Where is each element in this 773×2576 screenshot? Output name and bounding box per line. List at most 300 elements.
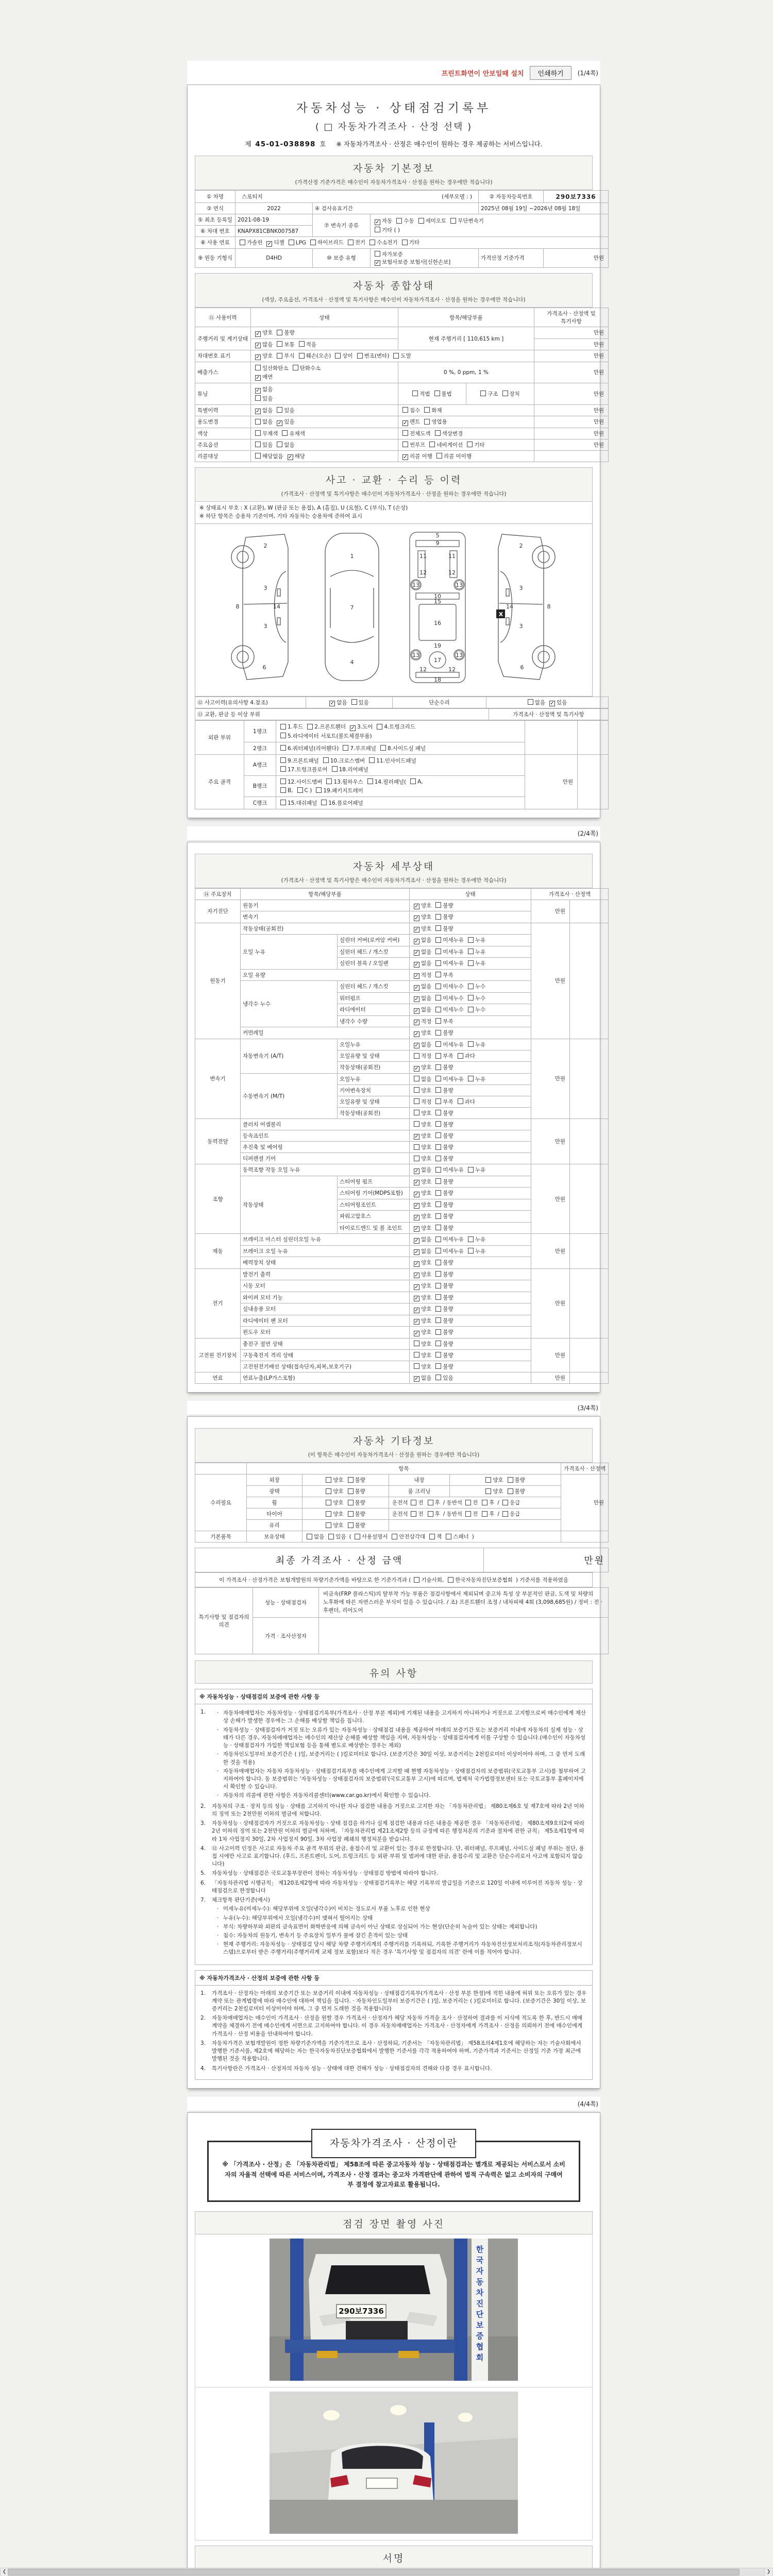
checkbox-option: 침수: [402, 406, 420, 414]
checkbox: [485, 1488, 491, 1494]
section-basic-sub: (가격산정 기준가격은 매수인이 자동차가격조사 · 산정을 원하는 경우에만 적습니다): [295, 179, 493, 185]
checkbox-option: 불량: [435, 1143, 453, 1151]
checkbox: [402, 240, 408, 245]
table-cell: 만원: [534, 439, 609, 450]
option-text: / 동반석: [443, 1500, 463, 1506]
checkbox-option: 9.프론트패널: [280, 757, 319, 765]
checkbox-option: 훼손(오손): [299, 352, 331, 360]
checkbox: [435, 1190, 441, 1196]
diagram-part-number: 12: [419, 569, 427, 576]
table-cell: 가격조사 · 산정액 및 특기사항: [534, 308, 609, 327]
table-cell: [410, 981, 531, 993]
table-cell: [251, 450, 398, 462]
checkbox: [255, 419, 261, 425]
checkbox-option: 불량: [435, 1029, 453, 1037]
checkbox-option: 불량: [435, 1201, 453, 1209]
checkbox: [435, 1087, 441, 1093]
checkbox-option: ✓ 있음: [277, 419, 295, 426]
checkbox-option: B,: [280, 787, 293, 794]
table-cell: [306, 697, 393, 708]
horizontal-scrollbar[interactable]: [0, 2568, 773, 2576]
caution-notices: [195, 1689, 593, 2080]
checkbox: [434, 391, 440, 396]
checkbox-option: 부족: [435, 1018, 453, 1025]
checkbox: [414, 1577, 419, 1583]
notice-item: 3. 자동차가격은 보험개발원이 정한 차량기준가액을 기준가격으로 조사 · 산정하되, 기준서는 「자동차관리법」 제58조의4제1호에 해당하는 자는 기술사회에서 발행한 기준서를, 제2호에 해당하는 자는 한국자동차진단보증협회에서 발행한 기준서를 각각 적용하여야 하며, 기준가격과 기준서는 산정일 기준 가장 최근에 발행된 것을 적용합니다.: [200, 2040, 581, 2062]
table-cell: 2022: [236, 203, 313, 214]
page-indicator-4: (4/4쪽): [577, 2100, 598, 2108]
panel-rank-table: [195, 720, 609, 809]
checkbox: [289, 240, 294, 245]
checkbox-option: 불량: [435, 1121, 453, 1128]
checkbox: ✓: [414, 915, 419, 921]
checkbox: [414, 1087, 419, 1093]
notice-item: 2. 자동차의 구조 · 장치 등의 성능 · 상태를 고지하지 아니한 자나 점검한 내용을 거짓으로 고지한 자는 「자동차관리법」 제80조제6호 및 제7호에 따라 2년 이하의 징역 또는 2천만원 이하의 벌금에 처합니다.: [200, 1803, 584, 1817]
notice-bullet: · 현재 주행거리: 자동차성능 · 상태점검 당시 해당 차량 주행거리계의 주행거리를 기록하되, 기록한 주행거리가 자동차전산정보처리조직(자동차관리정보시스템)으로부터 받은 주행거리(주행거리계 교체 정보 포함)보다 적은 경우 '특기사항 및 점검자의 의견' 란에 이를 적어야 합니다.: [217, 1941, 582, 1956]
section-overall-title: 자동차 종합상태: [352, 280, 435, 292]
table-cell: 만원: [531, 1118, 570, 1164]
checkbox: [468, 948, 474, 954]
table-cell: [410, 1130, 531, 1142]
table-cell: [251, 350, 534, 362]
checkbox: ✓: [414, 1191, 419, 1197]
option-text: /: [497, 1500, 499, 1506]
table-cell: [410, 1027, 531, 1039]
table-cell: 만원: [561, 1475, 609, 1531]
table-cell: 만원: [531, 1164, 570, 1234]
table-cell: 충전구 절연 상태: [241, 1338, 410, 1349]
checkbox: [502, 1511, 508, 1517]
checkbox-option: 스패너: [446, 1533, 468, 1540]
checkbox: [468, 1236, 474, 1242]
checkbox: [326, 1500, 331, 1505]
table-cell: 만원: [534, 404, 609, 416]
table-cell: A랭크: [244, 754, 276, 775]
checkbox: [435, 1341, 441, 1346]
table-row: [195, 721, 609, 742]
option-text: ) 기준서를 적용하였음: [515, 1577, 568, 1583]
table-row: [195, 327, 609, 339]
checkbox-option: 불량: [435, 1282, 453, 1290]
checkbox: [348, 1511, 354, 1517]
page-indicator-2: (2/4쪽): [577, 829, 598, 837]
checkbox-option: 8.사이드실 패널: [380, 744, 426, 752]
checkbox-option: 구조: [480, 390, 498, 398]
checkbox-option: 양호: [485, 1487, 503, 1495]
checkbox-option: 15.대쉬패널: [280, 799, 317, 807]
svg-text:동: 동: [476, 2277, 484, 2287]
opinion-row-label: 특기사항 및 점검자의 의견: [195, 1588, 253, 1654]
scroll-right-arrow[interactable]: ❯: [764, 2568, 773, 2576]
checkbox: [468, 1007, 474, 1012]
checkbox-option: 불량: [435, 1363, 453, 1370]
checkbox: [435, 1167, 441, 1173]
checkbox-option: 양호: [414, 1087, 431, 1094]
checkbox: [380, 745, 386, 751]
table-cell: [389, 1497, 561, 1509]
table-cell: 원동기: [241, 900, 410, 911]
checkbox-option: 양호: [326, 1499, 343, 1506]
table-cell: [410, 1073, 531, 1084]
table-row: [195, 697, 609, 708]
checkbox: ✓: [414, 1043, 419, 1048]
checkbox-option: 불법: [434, 390, 452, 398]
table-cell: 기본품목: [195, 1531, 247, 1543]
checkbox: [468, 1041, 474, 1047]
checkbox-option: 12.사이드멤버: [280, 778, 322, 786]
checkbox: ✓: [414, 996, 419, 1002]
checkbox: [435, 1144, 441, 1150]
checkbox-option: 전기: [348, 239, 365, 246]
detail-state-table: [195, 888, 609, 1384]
table-cell: [578, 721, 609, 755]
table-cell: 오일누유: [338, 1039, 410, 1050]
table-row: [195, 1486, 609, 1497]
table-cell: 용도변경: [195, 416, 251, 428]
checkbox-option: ✓ 없음: [414, 937, 432, 944]
accident-history-row: [195, 697, 609, 709]
appraiser-opinion-text: [319, 1618, 609, 1654]
doc-number: 45-01-038898: [255, 140, 316, 148]
checkbox: [468, 937, 474, 943]
table-cell: [561, 1531, 609, 1543]
checkbox: [375, 251, 380, 257]
checkbox-option: 불량: [508, 1476, 525, 1484]
checkbox: ✓: [414, 1376, 419, 1382]
checkbox-option: ✓ 없음: [414, 960, 432, 968]
final-price-label: 최종 가격조사 · 산정 금액: [195, 1548, 484, 1572]
checkbox-option: ✓ 없음: [414, 1007, 432, 1014]
table-cell: [410, 1015, 531, 1027]
table-row: [195, 350, 609, 362]
checkbox: [435, 984, 441, 989]
checkbox: ✓: [375, 260, 380, 266]
checkbox: ✓: [414, 1203, 419, 1209]
checkbox-option: 미세누유: [435, 936, 464, 944]
table-cell: 고전원전기배선 상태(접속단자,피복,보호기구): [241, 1361, 410, 1372]
checkbox: [435, 1007, 441, 1012]
photo-front-svg: [270, 2239, 518, 2381]
checkbox: ✓: [375, 219, 380, 225]
checkbox: [297, 787, 303, 793]
checkbox-option: 불량: [435, 1305, 453, 1313]
checkbox-option: 있음: [351, 699, 369, 706]
install-notice-link[interactable]: 프린트화면이 안보일때 설치: [441, 70, 524, 78]
table-cell: 실린더 블록 / 오일팬: [338, 958, 410, 970]
table-cell: [410, 1096, 531, 1107]
table-cell: [251, 416, 398, 428]
checkbox: [255, 365, 261, 370]
table-cell: 스티어링조인트: [338, 1199, 410, 1211]
checkbox: ✓: [414, 1180, 419, 1185]
checkbox-option: 미세누유: [435, 1247, 464, 1255]
table-cell: [410, 1084, 531, 1096]
checkbox: ✓: [414, 950, 419, 956]
checkbox: [414, 1341, 419, 1346]
accident-note-1: ※ 상태표시 부호 : X (교환), W (판금 또는 용접), A (흠집), U (요철), C (부식), T (손상): [199, 505, 408, 511]
notice-item: 1. · 자동차매매업자는 자동차성능 · 상태점검기록부(가격조사 · 산정 부분 제외)에 기재된 내용을 고지하지 아니하거나 거짓으로 고지함으로써 매수인에게 재산상 손해가 발생한 경우에는 그 손해를 배상할 책임을 집니다. · 자동차성능 · 상태점검자가 거짓 또는 오류가 있는 자동차성능 · 상태점검 내용을 제공하여 아래의 보증기간 또는 보증거리 이내에 자동차의 실제 성능 · 상태가 다른 경우, 자동차매매업자는 매수인의 재산상 손해를 배상할 책임을 지며, 자동차성능 · 상태점검자에게 이를 구상할 수 있습니다.(매수인이 자동차성능 · 상태점검자가 가입한 책임보험 등을 통해 별도로 배상받는 경우는 제외) · 자동차인도일부터 보증기간은 ( )일, 보증거리는 ( )킬로미터로 합니다. (보증기간은 30일 이상, 보증거리는 2천킬로미터 이상이어야 하며, 그 중 먼저 도래한 것을 적용) · 자동차매매업자는 자동차 자동차성능 · 상태점검기록부를 매수인에게 고지할 때 현행 자동차성능 · 상태점검자의 보증범위(국토교통부 고시)를 첨부하여 고지하여야 합니다. 동 보증범위는 '자동차성능 · 상태점검자의 보증범위'(국토교통부 고시)에 따르며, 법제처 국가법령정보센터 또는 국토교통부 홈페이지에서 확인할 수 있습니다. · 자동차의 리콜에 관한 사항은 자동차리콜센터(www.car.go.kr)에서 확인할 수 있습니다.: [200, 1708, 587, 1801]
checkbox: [435, 948, 441, 954]
table-cell: 만원: [544, 248, 609, 268]
table-cell: 0 %, 0 ppm, 1 %: [398, 362, 534, 383]
checkbox-option: 후: [482, 1510, 494, 1518]
option-text: ): [472, 1534, 474, 1540]
checkbox-option: 불량: [435, 1328, 453, 1336]
checkbox: [446, 1534, 451, 1539]
table-cell: 만원: [531, 923, 570, 1039]
section-detail-sub: (가격조사 · 산정액 및 특기사항은 매수인이 자동차가격조사 · 산정을 원하는 경우에만 적습니다): [281, 877, 507, 884]
table-cell: 타이로드엔드 및 볼 조인트: [338, 1222, 410, 1234]
table-row: [195, 439, 609, 450]
checkbox-option: 있음: [435, 1374, 453, 1382]
table-cell: 기어변속장치: [338, 1084, 410, 1096]
notice-bullet: · 부식: 차량하부와 외판의 금속표면이 화학반응에 의해 금속이 아닌 상태로 상실되어 가는 현상(단순히 녹슬어 있는 상태는 제외합니다): [217, 1923, 537, 1930]
diagram-part-number: 15: [434, 598, 441, 605]
checkbox: [277, 330, 282, 335]
checkbox-option: C ): [297, 787, 312, 794]
checkbox: [280, 733, 286, 738]
checkbox-option: 누수: [468, 982, 485, 990]
table-cell: [410, 992, 531, 1004]
table-cell: 가격조사 · 산정액: [561, 1463, 609, 1475]
table-cell: 오일 유량: [241, 969, 410, 981]
table-cell: [251, 362, 398, 383]
checkbox-option: ✓ 적정: [414, 1018, 432, 1025]
table-row: [195, 1164, 609, 1176]
basic-info-table: [195, 190, 609, 268]
option-text: / 동반석: [443, 1511, 463, 1517]
checkbox: ✓: [414, 1296, 419, 1301]
checkbox-option: 일산화탄소: [255, 364, 289, 372]
checkbox-option: 장치: [502, 390, 520, 398]
notice-bullet: · 자동차매매업자는 자동차 자동차성능 · 상태점검기록부를 매수인에게 고지할 때 현행 자동차성능 · 상태점검자의 보증범위(국토교통부 고시)를 첨부하여 고지하여야 합니다. 동 보증범위는 '자동차성능 · 상태점검자의 보증범위'(국토교통부 고시)에 따르며, 법제처 국가법령정보센터 또는 국토교통부 홈페이지에서 확인할 수 있습니다.: [217, 1768, 586, 1790]
checkbox: ✓: [414, 985, 419, 991]
checkbox-option: 불량: [348, 1499, 365, 1506]
diagram-part-number: 13: [456, 581, 463, 588]
table-row: [195, 923, 609, 935]
checkbox: [435, 925, 441, 931]
diagram-part-number: 14: [506, 603, 513, 610]
checkbox-option: 불량: [435, 1155, 453, 1162]
table-cell: 라디에이터: [338, 1004, 410, 1016]
table-cell: [303, 1486, 389, 1497]
table-row: [195, 1234, 609, 1246]
diagram-part-number: 7: [350, 604, 354, 611]
checkbox: [468, 960, 474, 966]
checkbox-option: 누유: [468, 959, 485, 967]
table-cell: 오일누유: [338, 1073, 410, 1084]
checkbox-option: 세미오토: [418, 217, 447, 225]
checkbox-option: 기술사회,: [414, 1576, 444, 1584]
checkbox-option: 불량: [435, 1109, 453, 1117]
notice-item: 7. 체크항목 판단기준(예시) · 미세누유(미세누수): 해당부위에 오일(냉각수)이 비치는 정도로서 부품 노후로 인한 현상 · 누유(누수): 해당부위에서 오일(냉각수)이 맺혀서 떨어지는 상태 · 부식: 차량하부와 외판의 금속표면이 화학반응에 의해 금속이 아닌 상태로 상실되어 가는 현상(단순히 녹슬어 있는 상태는 제외합니다) · 침수: 자동차의 원동기, 변속기 등 주요장치 일부가 물에 잠긴 흔적이 있는 상태 · 현재 주행거리: 자동차성능 · 상태점검 당시 해당 차량 주행거리계의 주행거리를 기록하되, 기록한 주행거리가 자동차전산정보처리조직(자동차관리정보시스템)으로부터 받은 주행거리(주행거리계 교체 정보 포함)보다 적은 경우 '특기사항 및 점검자의 의견' 란에 이를 적어야 합니다.: [200, 1896, 587, 1958]
checkbox: ✓: [256, 387, 260, 394]
table-cell: [303, 1497, 389, 1509]
checkbox: [277, 442, 282, 447]
table-cell: 현재 주행거리 [ 110,615 km ]: [398, 327, 534, 350]
checkbox-option: 전: [465, 1510, 478, 1518]
svg-text:회: 회: [476, 2353, 484, 2363]
checkbox-option: 후: [428, 1499, 440, 1506]
section-sign-header: [195, 2546, 593, 2569]
table-cell: [570, 1039, 609, 1118]
table-cell: [525, 721, 578, 755]
table-cell: 만원: [531, 1234, 570, 1269]
page-1: [187, 84, 604, 818]
checkbox: [255, 395, 261, 401]
checkbox-option: 16.플로어패널: [321, 799, 363, 807]
checkbox: [326, 1477, 331, 1483]
table-cell: 만원: [531, 1338, 570, 1372]
checkbox-option: ✓ 많음: [256, 341, 273, 348]
checkbox-option: 해당없음: [255, 452, 283, 460]
checkbox-option: 불량: [435, 1224, 453, 1232]
checkbox: [467, 442, 473, 447]
checkbox: [435, 937, 441, 943]
table-cell: [410, 1004, 531, 1016]
checkbox: ✓: [414, 1214, 419, 1221]
checkbox: [435, 1076, 441, 1081]
checkbox: [435, 1283, 441, 1289]
scroll-left-arrow[interactable]: ❮: [0, 2568, 9, 2576]
diagram-part-number: 13: [412, 651, 419, 658]
checkbox-option: 없음: [528, 699, 545, 706]
checkbox-option: ✓ 없음: [330, 699, 347, 706]
checkbox-option: 누유: [468, 936, 485, 944]
table-cell: [578, 754, 609, 809]
checkbox-option: ✓ 렌트: [403, 419, 421, 426]
notice-heading: ※ 자동차성능 · 상태점검의 보증에 관한 사항 등: [195, 1689, 593, 1704]
checkbox-option: 6.쿼터패널(리어휀다): [280, 744, 339, 752]
checkbox: [435, 1352, 441, 1358]
checkbox-option: 불량: [435, 1259, 453, 1266]
print-button[interactable]: 인쇄하기: [530, 66, 571, 80]
checkbox: [418, 218, 424, 224]
checkbox: [316, 787, 322, 793]
table-cell: 만원: [531, 900, 570, 923]
checkbox-option: 잭: [429, 1533, 442, 1540]
svg-text:자: 자: [476, 2266, 484, 2276]
table-cell: [410, 1118, 531, 1130]
checkbox: ✓: [414, 1284, 419, 1290]
checkbox: [502, 1500, 508, 1505]
table-row: [195, 1268, 609, 1280]
notice-bullet: · 누유(누수): 해당부위에서 오일(냉각수)이 맺혀서 떨어지는 상태: [217, 1914, 373, 1921]
checkbox: [435, 1236, 441, 1242]
photo-license-plate: 290보7336: [339, 2307, 384, 2316]
table-cell: [398, 404, 534, 416]
table-cell: [570, 1372, 609, 1384]
section-accident-title: 사고 · 교환 · 수리 등 이력: [325, 474, 462, 486]
checkbox-option: ✓ 양호: [414, 1178, 432, 1185]
table-cell: 외장: [247, 1475, 303, 1486]
checkbox-option: 누유: [468, 1075, 485, 1083]
table-row: [195, 1118, 609, 1130]
table-cell: 색상: [195, 428, 251, 439]
table-cell: ⑤ 최초 등록일: [195, 214, 236, 226]
checkbox-option: LPG: [289, 240, 306, 246]
checkbox: [424, 407, 430, 413]
option-text: 운전석: [392, 1500, 408, 1506]
table-cell: KNAPX81CBNK007587: [236, 226, 313, 237]
checkbox: [435, 1030, 441, 1036]
notice-bullet: · 자동차매매업자는 자동차성능 · 상태점검기록부(가격조사 · 산정 부분 제외)에 기재된 내용을 고지하지 아니하거나 거짓으로 고지함으로써 매수인에게 재산상 손해가 발생한 경우에는 그 손해를 배상할 책임을 집니다.: [217, 1710, 586, 1724]
section-etc-header: [195, 1428, 593, 1463]
section-basic-header: [195, 156, 593, 190]
table-cell: 만원: [531, 1268, 570, 1338]
diagram-part-number: 3: [263, 622, 267, 630]
checkbox-option: 하이브리드: [310, 239, 344, 246]
page-indicator-1: (1/4쪽): [577, 69, 598, 77]
checkbox: [402, 430, 408, 436]
checkbox-option: 미세누수: [435, 982, 464, 990]
checkbox: [414, 1352, 419, 1358]
checkbox-option: ✓ 양호: [414, 1317, 432, 1325]
table-cell: 만원: [534, 416, 609, 428]
table-cell: 타이어: [247, 1509, 303, 1520]
checkbox-option: 미세누수: [435, 1006, 464, 1013]
checkbox-option: 양호: [326, 1510, 343, 1518]
checkbox-option: 전: [465, 1499, 478, 1506]
option-text: 이 가격조사 · 산정가격은 보험개발원의 차량기준가액을 바탕으로 한 기준가격과 (: [219, 1577, 411, 1583]
diagram-part-number: 8: [547, 603, 551, 610]
checkbox-option: ✓ 없음: [256, 407, 273, 414]
table-cell: 차대번호 표기: [195, 350, 251, 362]
checkbox-option: ✓ 없음: [414, 1041, 432, 1048]
accident-notes: [195, 502, 593, 524]
scrollbar-thumb[interactable]: [8, 2569, 740, 2575]
table-cell: [466, 383, 534, 405]
table-cell: [570, 1338, 609, 1372]
option-text: 운전석: [392, 1511, 408, 1517]
checkbox-option: 한국자동차진단보증협회: [448, 1576, 513, 1584]
table-cell: [570, 923, 609, 1039]
option-text: (: [349, 1534, 351, 1540]
checkbox-option: 미세누수: [435, 994, 464, 1002]
checkbox: [448, 1577, 453, 1583]
checkbox-option: ✓ 양호: [414, 1294, 432, 1301]
table-cell: 가격산정 기준가격: [479, 248, 544, 268]
checkbox: [482, 1500, 488, 1505]
table-cell: [398, 428, 534, 439]
table-cell: [410, 911, 531, 923]
checkbox: ✓: [350, 725, 355, 731]
damage-mark-x: X: [498, 611, 503, 618]
checkbox-option: 색상변경: [435, 430, 463, 437]
checkbox: [393, 353, 399, 359]
table-cell: 만원: [534, 383, 609, 405]
checkbox-option: 양호: [414, 1121, 431, 1128]
notice-bullet: · 자동차성능 · 상태점검자가 거짓 또는 오류가 있는 자동차성능 · 상태점검 내용을 제공하여 아래의 보증기간 또는 보증거리 이내에 자동차의 실제 성능 · 상태가 다른 경우, 자동차매매업자는 매수인의 재산상 손해를 배상할 책임을 지며, 자동차성능 · 상태점검자에게 이를 구상할 수 있습니다.(매수인이 자동차성능 · 상태점검자가 가입한 책임보험 등을 통해 별도로 배상받는 경우는 제외): [217, 1726, 586, 1749]
section-overall-sub: (색상, 주요옵션, 가격조사 · 산정액 및 특기사항은 매수인이 자동차가격조사 · 산정을 원하는 경우에만 적습니다): [262, 297, 526, 303]
checkbox-option: 없음: [255, 418, 273, 426]
table-cell: [410, 1199, 531, 1211]
table-cell: 주행거리 및 계기상태: [195, 327, 251, 350]
checkbox-option: 전체도색: [402, 430, 431, 437]
checkbox-option: ✓ 양호: [414, 925, 432, 933]
checkbox-option: 썬루프: [402, 441, 425, 449]
table-row: [195, 404, 609, 416]
notice-body: [195, 1704, 593, 1964]
checkbox-option: 부족: [435, 1098, 453, 1106]
section-photos-header: [195, 2211, 593, 2234]
notice-item: 2. 자동차매매업자는 매수인이 가격조사 · 산정을 원할 경우 가격조사 · 산정자가 해당 자동차 가격을 조사 · 산정하여 결과를 이 서식에 적도록 한 후, 반드시 매매계약을 체결하기 전에 매수인에게 서면으로 고지하여야 합니다. 이 경우 자동차매매업자는 가격조사 · 산정자에게 가격조사 · 산정을 의뢰하기 전에 매수인에게 가격조사 · 산정 비용을 안내하여야 합니다.: [200, 2015, 583, 2037]
checkbox-option: ✓ 양호: [414, 1064, 432, 1072]
checkbox-option: A,: [410, 778, 423, 785]
table-cell: 유리: [247, 1520, 303, 1531]
appraiser-label: 가격 · 조사산정자: [253, 1618, 319, 1654]
table-cell: 등속죠인트: [241, 1130, 410, 1142]
